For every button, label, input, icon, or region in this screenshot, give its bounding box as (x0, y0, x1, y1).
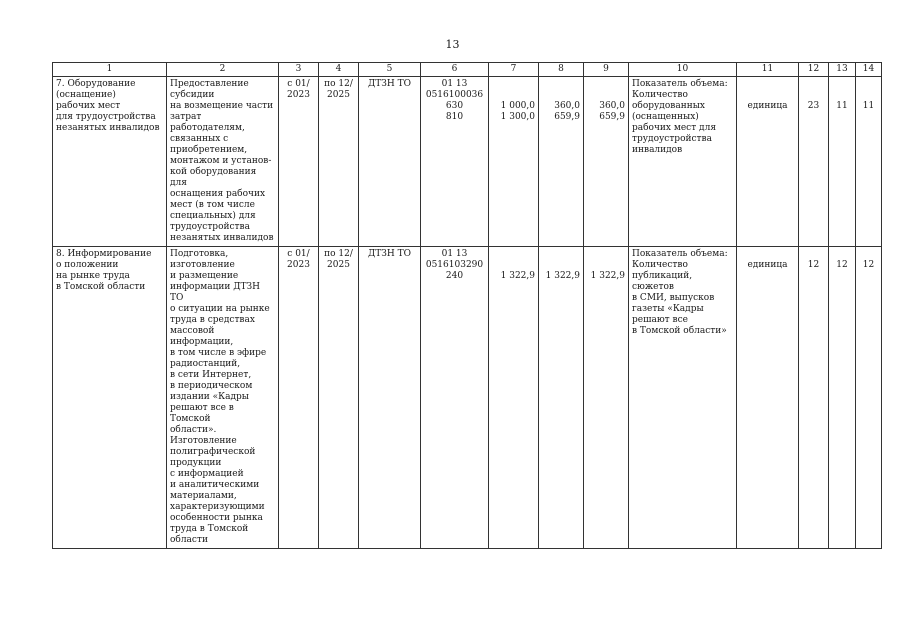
column-number: 9 (584, 63, 629, 77)
column-number: 6 (421, 63, 489, 77)
indicator-value: 12 (829, 247, 856, 549)
budget-code: 01 13 0516100036 630 810 (421, 77, 489, 247)
table-row (53, 77, 882, 247)
column-number: 1 (53, 63, 167, 77)
page-number: 13 (445, 38, 460, 51)
indicator-text: Показатель объема: Количество публикаций, сюжетов в СМИ, выпусков газеты «Кадры решают все в Томской области» (629, 247, 737, 549)
column-number: 10 (629, 63, 737, 77)
indicator-value: 12 (856, 247, 882, 549)
executor: ДТЗН ТО (359, 247, 421, 549)
start-period: с 01/ 2023 (279, 77, 319, 247)
funding-value: 1 322,9 (539, 247, 584, 549)
funding-value: 360,0 659,9 (584, 77, 629, 247)
column-number: 8 (539, 63, 584, 77)
activity-description: Подготовка, изготовление и размещение информации ДТЗН ТО о ситуации на рынке труда в средствах массовой информации, в том числе в эфире радиостанций, в сети Интернет, в периодическом издании «Кадры решают все в Томской области». Изготовление полиграфической продукции с информацией и аналитическими материалами, характеризующими особенности рынка труда в Томской области (167, 247, 279, 549)
column-number: 14 (856, 63, 882, 77)
indicator-value: 12 (799, 247, 829, 549)
start-period: с 01/ 2023 (279, 247, 319, 549)
activity-name: 7. Оборудование (оснащение) рабочих мест для трудоустройства незанятых инвалидов (53, 77, 167, 247)
column-number: 4 (319, 63, 359, 77)
executor: ДТЗН ТО (359, 77, 421, 247)
column-number: 2 (167, 63, 279, 77)
activity-description: Предоставление субсидии на возмещение части затрат работодателям, связанных с приобретением, монтажом и установ- кой оборудования для оснащения рабочих мест (в том числе специальных) для трудоустройства незанятых инвалидов (167, 77, 279, 247)
funding-value: 1 000,0 1 300,0 (489, 77, 539, 247)
table-row (53, 247, 882, 549)
indicator-value: 23 (799, 77, 829, 247)
funding-value: 1 322,9 (489, 247, 539, 549)
column-number: 11 (737, 63, 799, 77)
unit: единица (737, 77, 799, 247)
unit: единица (737, 247, 799, 549)
end-period: по 12/ 2025 (319, 77, 359, 247)
column-number: 7 (489, 63, 539, 77)
column-number: 3 (279, 63, 319, 77)
column-number: 5 (359, 63, 421, 77)
indicator-value: 11 (829, 77, 856, 247)
end-period: по 12/ 2025 (319, 247, 359, 549)
indicator-text: Показатель объема: Количество оборудованных (оснащенных) рабочих мест для трудоустройства инвалидов (629, 77, 737, 247)
column-number: 13 (829, 63, 856, 77)
program-table (52, 62, 882, 549)
column-number-row (53, 63, 882, 77)
funding-value: 360,0 659,9 (539, 77, 584, 247)
column-number: 12 (799, 63, 829, 77)
budget-code: 01 13 0516103290 240 (421, 247, 489, 549)
indicator-value: 11 (856, 77, 882, 247)
funding-value: 1 322,9 (584, 247, 629, 549)
activity-name: 8. Информирование о положении на рынке труда в Томской области (53, 247, 167, 549)
